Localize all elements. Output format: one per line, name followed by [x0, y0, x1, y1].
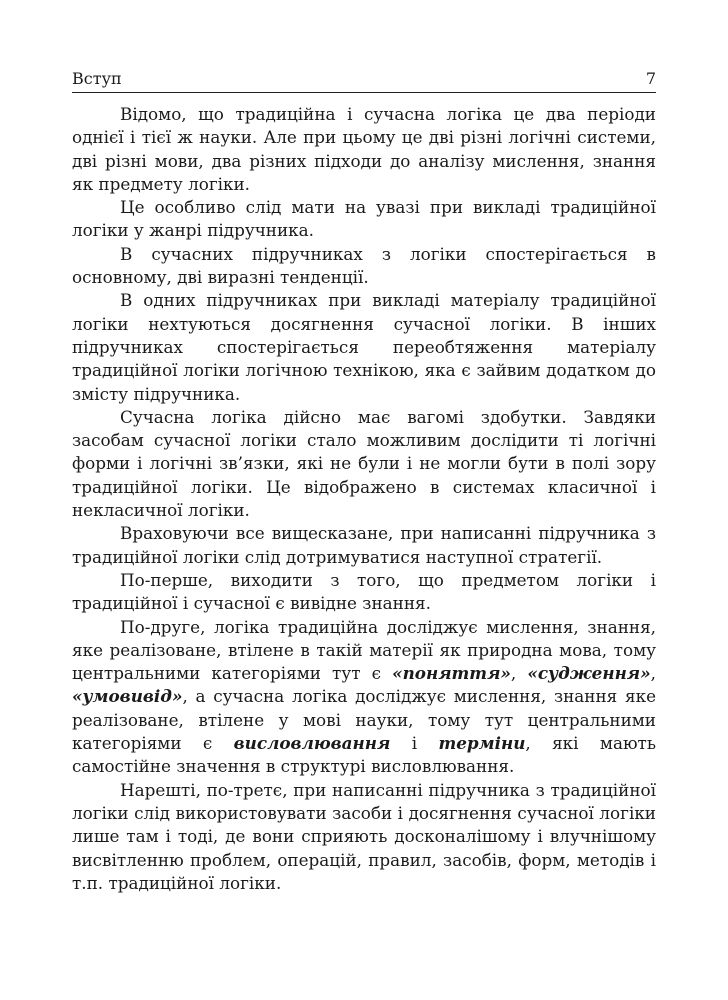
paragraph [72, 243, 656, 290]
paragraph [72, 779, 656, 895]
emphasized-term: висловлювання [233, 733, 391, 754]
text-run: По-перше, виходити з того, що предметом логіки і традиційної і сучасної є вивідне знання. [72, 569, 656, 614]
text-run: , [650, 663, 656, 684]
text-run: Враховуючи все вищесказане, при написанні підручника з традиційної логіки слід дотримуватися наступної стратегії. [72, 523, 656, 567]
text-run: Це особливо слід мати на увазі при викладі традиційної логіки у жанрі підручника. [72, 197, 656, 241]
paragraph [72, 406, 656, 522]
paragraph [72, 522, 656, 569]
text-run: і [390, 733, 439, 754]
text-run: Сучасна логіка дійсно має вагомі здобутки. Завдяки засобам сучасної логіки стало можливим дослідити ті логічні форми і логічні зв’язки, які не були і не могли бути в полі зору традиційної логіки. Це відображено в системах класичної і некласичної логіки. [72, 406, 656, 521]
body-text [72, 103, 656, 895]
paragraph [72, 196, 656, 243]
emphasized-term: «умовивід» [72, 686, 183, 707]
text-run: Відомо, що традиційна і сучасна логіка це два періоди однієї і тієї ж науки. Але при цьому це дві різні логічні системи, дві різні мови, два різних підходи до аналізу мислення, знання як предмету логіки. [72, 104, 656, 194]
paragraph [72, 569, 656, 616]
text-run: В одних підручниках при викладі матеріалу традиційної логіки нехтуються досягнення сучасної логіки. В інших підручниках спостерігається переобтяження матеріалу традиційної логіки логічною технікою, яка є зайвим додатком до змісту підручника. [72, 290, 656, 404]
section-title: Вступ [72, 69, 122, 88]
text-run: , які мають самостійне значення в структурі висловлювання. [72, 733, 656, 777]
text-run: , [510, 663, 528, 684]
running-head [72, 70, 656, 93]
paragraph [72, 616, 656, 779]
text-run: В сучасних підручниках з логіки спостерігається в основному, дві виразні тенденції. [72, 243, 656, 288]
paragraph [72, 103, 656, 196]
text-run: , а сучасна логіка досліджує мислення, знання яке реалізоване, втілене у мові науки, тому тут центральними категоріями є [72, 686, 656, 754]
text-run: По-друге, логіка традиційна досліджує мислення, знання, яке реалізоване, втілене в такій матерії як природна мова, тому центральними категоріями тут є [72, 616, 656, 684]
emphasized-term: «поняття» [392, 663, 511, 684]
page [72, 70, 656, 895]
text-run: Нарешті, по-третє, при написанні підручника з традиційної логіки слід використовувати засоби і досягнення сучасної логіки лише там і тоді, де вони сприяють досконалішому і влучнішому висвітленню проблем, операцій, правил, засобів, форм, методів і т.п. традиційної логіки. [72, 779, 656, 893]
emphasized-term: «судження» [527, 663, 651, 684]
page-number: 7 [645, 69, 656, 88]
emphasized-term: терміни [438, 733, 526, 754]
paragraph [72, 289, 656, 405]
